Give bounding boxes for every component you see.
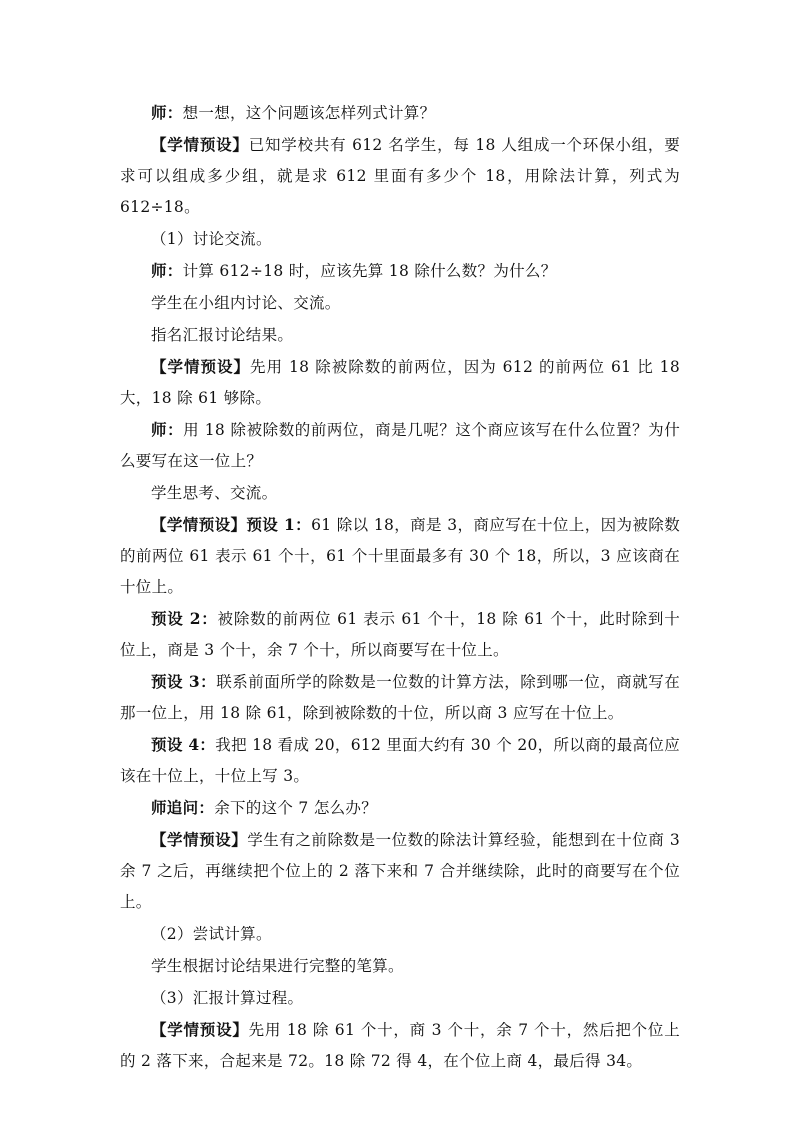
paragraph-text: 用 18 除被除数的前两位，商是几呢？这个商应该写在什么位置？为什么要写在这一位上？: [120, 421, 681, 470]
paragraph-1: [120, 97, 680, 129]
paragraph-19: [120, 1014, 680, 1077]
paragraph-text: 被除数的前两位 61 表示 61 个十，18 除 61 个十，此时除到十位上，商是 3 个十，余 7 个十，所以商要写在十位上。: [120, 610, 680, 659]
paragraph-text: 想一想，这个问题该怎样列式计算？: [182, 104, 436, 122]
paragraph-8: [120, 414, 680, 477]
preset-label: 预设 2：: [151, 609, 218, 628]
preset-label: 预设 3：: [151, 672, 217, 691]
paragraph-text: 学生有之前除数是一位数的除法计算经验，能想到在十位商 3 余 7 之后，再继续把个位上的 2 落下来和 7 合并继续除，此时的商要写在个位上。: [120, 831, 680, 911]
paragraph-text: 学生思考、交流。: [151, 484, 278, 502]
paragraph-14: [120, 792, 680, 824]
preset-label: 【学情预设】预设 1：: [151, 515, 312, 534]
paragraph-text: 联系前面所学的除数是一位数的计算方法，除到哪一位，商就写在那一位上，用 18 除 61，除到被除数的十位，所以商 3 应写在十位上。: [120, 673, 680, 722]
paragraph-text: 计算 612÷18 时，应该先算 18 除什么数？为什么？: [182, 262, 557, 280]
paragraph-2: [120, 129, 680, 223]
paragraph-text: （2）尝试计算。: [151, 925, 272, 943]
paragraph-18: [120, 982, 680, 1014]
paragraph-4: [120, 255, 680, 287]
paragraph-15: [120, 824, 680, 918]
preset-label: 【学情预设】: [151, 1020, 249, 1039]
paragraph-13: [120, 729, 680, 792]
paragraph-9: [120, 477, 680, 509]
paragraph-text: 已知学校共有 612 名学生，每 18 人组成一个环保小组，要求可以组成多少组，就是求 612 里面有多少个 18，用除法计算，列式为 612÷18。: [120, 136, 680, 216]
document-body: [120, 97, 680, 1077]
paragraph-16: [120, 918, 680, 950]
paragraph-11: [120, 603, 680, 666]
paragraph-text: （3）汇报计算过程。: [151, 989, 304, 1007]
paragraph-7: [120, 351, 680, 414]
speaker-label: 师追问：: [151, 798, 215, 817]
paragraph-text: 先用 18 除 61 个十，商 3 个十，余 7 个十，然后把个位上的 2 落下来，合起来是 72。18 除 72 得 4，在个位上商 4，最后得 34。: [120, 1021, 680, 1070]
speaker-label: 师：: [151, 261, 183, 280]
paragraph-text: 学生根据讨论结果进行完整的笔算。: [151, 957, 404, 975]
paragraph-12: [120, 666, 680, 729]
paragraph-text: 我把 18 看成 20，612 里面大约有 30 个 20，所以商的最高位应该在十位上，十位上写 3。: [120, 736, 680, 785]
paragraph-text: 余下的这个 7 怎么办？: [214, 799, 378, 817]
paragraph-text: （1）讨论交流。: [151, 230, 272, 248]
paragraph-text: 学生在小组内讨论、交流。: [151, 294, 341, 312]
preset-label: 预设 4：: [151, 735, 216, 754]
paragraph-17: [120, 950, 680, 982]
paragraph-3: [120, 223, 680, 255]
speaker-label: 师：: [151, 103, 183, 122]
preset-label: 【学情预设】: [151, 357, 251, 376]
preset-label: 【学情预设】: [151, 830, 248, 849]
preset-label: 【学情预设】: [151, 135, 249, 154]
speaker-label: 师：: [151, 420, 184, 439]
paragraph-text: 指名汇报讨论结果。: [151, 326, 294, 344]
paragraph-text: 61 除以 18，商是 3，商应写在十位上，因为被除数的前两位 61 表示 61 个十，61 个十里面最多有 30 个 18，所以，3 应该商在十位上。: [120, 516, 680, 596]
paragraph-10: [120, 509, 680, 603]
paragraph-5: [120, 287, 680, 319]
paragraph-6: [120, 319, 680, 351]
paragraph-text: 先用 18 除被除数的前两位，因为 612 的前两位 61 比 18 大，18 除 61 够除。: [120, 358, 680, 407]
